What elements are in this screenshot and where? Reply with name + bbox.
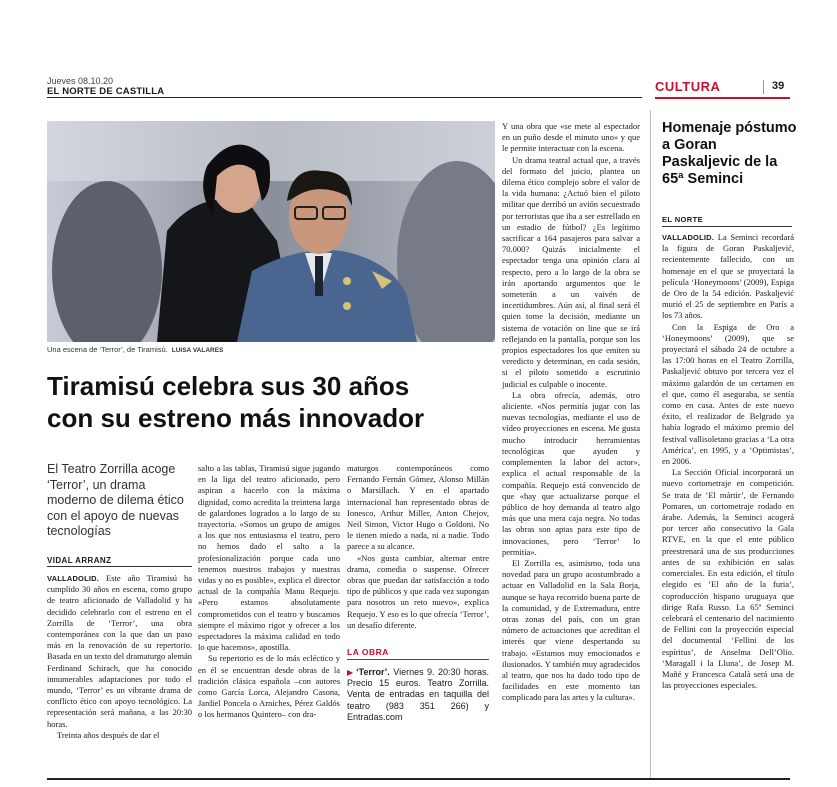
sidebar-byline-rule: [662, 226, 792, 227]
article-headline: [47, 370, 487, 434]
sidebar-paragraph: [662, 232, 794, 322]
byline-rule: [47, 566, 192, 567]
sidebar-dateline: VALLADOLID.: [662, 233, 715, 242]
article-column-1: [47, 573, 192, 741]
newspaper-name: EL NORTE DE CASTILLA: [47, 86, 165, 97]
la-obra-rule: [347, 659, 489, 660]
article-column-2: [198, 463, 340, 721]
dateline: VALLADOLID.: [47, 574, 100, 583]
la-obra-details: Viernes 9. 20:30 horas. Precio 15 euros. Teatro Zorrilla. Venta de entradas en taquilla del teatro (983 351 266) y Entradas.com: [347, 667, 489, 722]
headline-line-2: con su estreno más innovador: [47, 403, 425, 433]
paragraph-text: Este año Tiramisú ha cumplido 30 años en escena, como grupo de teatro aficionado de Valladolid y ha decidido celebrarlo con el estreno en el Zorrilla de ‘Terror’, una obra contemporánea con la que dan un paso más en la renovación de su repertorio. Basada en un texto del dramaturgo alemán Ferdinand Schirach, que ha conocido innumerables adaptaciones por todo el mundo, ‘Terror’ es un vibrante drama de conflicto ético con apoyo tecnológico. La representación será mañana, a las 20:30 horas.: [47, 573, 193, 729]
section-label: CULTURA: [655, 79, 721, 94]
sidebar-paragraph: La Sección Oficial incorporará un nuevo cortometraje en competición. Se trata de ‘El mártir’, de Fernando Pomares, un cortometraje rodado en árabe. Además, la Seminci acogerá por tercer año consecutivo la Gala RTVE, en la que el ente público preestrenará una de sus producciones antes de su exhibición en salas comerciales. En esta edición, el título elegido es ‘El año de la furia’, coproducción hispano uruguaya que dirige Rafa Russo. La 65ª Seminci celebrará el centenario del nacimiento de Fellini con la proyección especial del documental ‘Fellini de los espíritus’, de Anselma Dell’Olio. ‘Maragall i la Lluna’, de Josep M. Mañé y Francesca Català será una de las proyecciones especiales.: [662, 467, 794, 691]
article-paragraph: maturgos contemporáneos como Fernando Fernán Gómez, Alonso Millán o Marsillach. Y en el apartado internacional han representado obras de Ionesco, Arthur Miller, Anton Chejov, Neil Simon, Victor Hugo o Goldoni. No le tienen miedo a nada, ni a nadie. Todo parece a su alcance.: [347, 463, 489, 552]
article-paragraph: Su repertorio es de lo más ecléctico y en él se encuentran desde obras de la tradición clásica española –con autores como García Lorca, Alejandro Casona, Jardiel Poncela o Arniches, Pérez Galdós o los hermanos Quintero– con dra-: [198, 653, 340, 720]
sidebar-column: [662, 232, 794, 691]
article-paragraph: La obra ofrecía, además, otro aliciente. «Nos permitía jugar con las nuevas tecnologías, mediante el uso de vídeo proyecciones en escena. Me gusta mucho introducir herramientas tecnológicas que ayuden y complementen la labor del actor», explica el actual responsable de la compañía. Requejo está convencido de que «hay que actualizarse porque el público de hoy demanda al teatro algo más que una mera caja negra. No todas las obras son aptas para este tipo de innovaciones, pero ‘Terror’ lo permitía».: [502, 389, 640, 557]
article-paragraph: «Nos gusta cambiar, alternar entre drama, comedia o suspense. Ofrecer obras que puedan dar satisfacción a todo tipo de públicos y que cada vez supongan para nosotros un reto nuevo», explica Requejo. Y eso es lo que ofrecía ‘Terror’, un desafío diferente.: [347, 552, 489, 630]
page-number: 39: [772, 80, 785, 92]
issue-date: Jueves 08.10.20: [47, 76, 114, 86]
article-photo: [47, 121, 495, 342]
section-divider: [763, 80, 764, 94]
sidebar-byline: EL NORTE: [662, 215, 703, 224]
article-paragraph: Y una obra que «se mete al espectador en un puño desde el minuto uno» y que le permite interactuar con la escena.: [502, 121, 640, 154]
photo-credit: LUISA VALARES: [171, 347, 224, 354]
article-subhead: El Teatro Zorrilla acoge ‘Terror’, un drama moderno de dilema ético con el apoyo de nuevas tecnologías: [47, 462, 184, 538]
article-column-4: [502, 121, 640, 704]
sidebar-paragraph: Con la Espiga de Oro a ‘Honeymoons’ (2009), que se proyectará el sábado 24 de octubre a las 17:00 horas en el Teatro Zorrilla, Paskaljević obtuvo por tercera vez el máximo galardón de un certamen en el que, como él aseguraba, se sentía como en casa. Antes de este nuevo éxito, el realizador de Belgrado ya había logrado el máximo premio del festival vallisoletano gracias a ‘La otra América’, en 1995, y a ‘Optimistas’, en 2006.: [662, 321, 794, 467]
article-paragraph: salto a las tablas, Tiramisú sigue jugando en la liga del teatro aficionado, pero aspiran a hacerlo con la máxima dignidad, como acredita la treintena larga de galardones logrados a lo largo de su trayectoria. «Somos un grupo de amigos a los que nos entusiasma el teatro, pero no hemos dado el salto a la profesionalización porque cada uno tenemos nuestros trabajos y nuestras vidas y no es posible», explica el director actual de la compañía Manu Requejo. «Pero estamos absolutamente comprometidos con el teatro y buscamos siempre el máximo rigor y ofrecer a los espectadores la máxima calidad en todo lo que hacemos», apostilla.: [198, 463, 340, 653]
section-rule: [655, 97, 790, 99]
la-obra-title: ‘Terror’.: [356, 667, 390, 677]
article-column-3: [347, 463, 489, 631]
article-paragraph: Un drama teatral actual que, a través del formato del juicio, plantea un dilema ético complejo sobre el valor de la vida humana: ¿Actuó bien el piloto militar que derribó un avión secuestrado por terroristas que iba a ser estrellado en un estadio de fútbol? ¿Es legítimo sacrificar a 164 pasajeros para salvar a 70.000? Quizás inicialmente el espectador tenga una opinión clara al respecto, pero a lo largo de la obra se irán aportando argumentos que le someterán a un vaivén de incertidumbres. Aún así, al final será él quien tome la decisión, mediante un sistema de votación on line que se irá reflejando en la pantalla, porque son los propios espectadores los que emiten su veredicto y determinan, en cada sesión, si el piloto sometido a escrutinio judicial es culpable o inocente.: [502, 154, 640, 389]
article-paragraph: El Zorrilla es, asimismo, toda una novedad para un grupo acostumbrado a actuar en Valladolid en la Sala Borja, aunque se haya recorrido buena parte de la comunidad, y de Extremadura, entre otras zonas del país, con un gran número de actuaciones que acreditan el interés que viene despertando su trabajo. «Estamos muy emocionados e ilusionados. Y también muy agradecidos al teatro, que nos ha dado todo tipo de facilidades en este momento tan complicado para las artes y la cultura».: [502, 557, 640, 703]
header-rule: [47, 97, 642, 98]
la-obra-info: [347, 667, 489, 723]
column-separator: [650, 110, 651, 780]
headline-line-1: Tiramisú celebra sus 30 años: [47, 371, 410, 401]
sidebar-headline: Homenaje póstumo a Goran Paskaljevic de la 65ª Seminci: [662, 120, 797, 187]
paragraph-text: La Seminci recordará la figura de Goran Paskaljević, recientemente fallecido, con un homenaje en el que se proyectará la película ‘Honeymoons’ (2009), Espiga de Oro de la 54 edición. Paskaljević murió el 25 de septiembre en París a los 73 años.: [662, 232, 795, 321]
footer-rule: [47, 778, 790, 780]
article-paragraph: Treinta años después de dar el: [57, 729, 160, 740]
photo-caption: [47, 345, 223, 354]
article-paragraph: [47, 573, 192, 730]
theatre-scene-illustration: [47, 121, 495, 342]
triangle-bullet-icon: ▶: [347, 668, 355, 677]
caption-text: Una escena de ‘Terror’, de Tiramisú.: [47, 345, 168, 354]
la-obra-label: LA OBRA: [347, 647, 389, 657]
article-byline: VIDAL ARRANZ: [47, 556, 112, 565]
